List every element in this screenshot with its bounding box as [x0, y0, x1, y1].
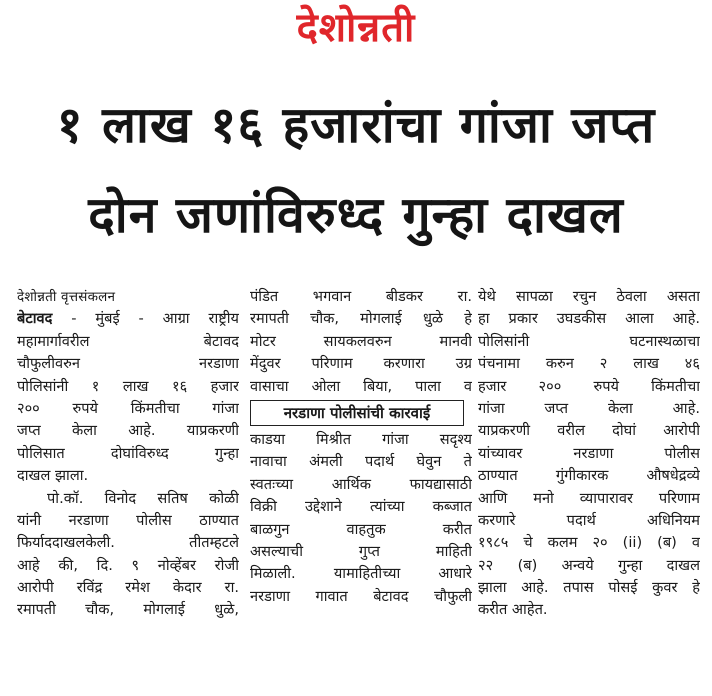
column-line: आणि मनो व्यापारावर परिणाम	[478, 489, 700, 507]
column-line: पोलिसांनी १ लाख १६ हजार	[17, 377, 239, 395]
article-column-2	[250, 286, 472, 608]
column-line: बाळगुन वाहतुक करीत	[250, 520, 472, 538]
column-line: चौफुलीवरुन नरडाणा	[17, 355, 239, 373]
column-line: १९८५ चे कलम २० (ii) (ब) व	[478, 534, 700, 552]
column-line: आरोपी रविंद्र रमेश केदार रा.	[17, 579, 239, 597]
column-line: याप्रकरणी वरील दोघां आरोपी	[478, 422, 700, 440]
column-line: यांच्यावर नरडाणा पोलीस	[478, 444, 700, 462]
column-line-text: - मुंबई - आग्रा राष्ट्रीय	[52, 310, 239, 328]
column-line: आहे की, दि. ९ नोव्हेंबर रोजी	[17, 556, 239, 574]
column-line: स्वतःच्या आर्थिक फायद्यासाठी	[250, 475, 472, 493]
column-line: पो.कॉ. विनोद सतिष कोळी	[47, 489, 239, 507]
column-line: हजार २०० रुपये किंमतीचा	[478, 377, 700, 395]
article-column-3	[478, 286, 700, 622]
column-line: रमापती चौक, मोगलाई धुळे हे	[250, 310, 472, 328]
headline-line-2: दोन जणांविरुध्द गुन्हा दाखल	[88, 186, 624, 244]
dateline: बेटावद	[17, 310, 53, 328]
column-line: पंचनामा करुन २ लाख ४६	[478, 355, 700, 373]
subhead-box: नरडाणा पोलीसांची कारवाई	[250, 400, 464, 426]
column-line: रमापती चौक, मोगलाई धुळे,	[17, 601, 239, 619]
column-line: २२ (ब) अन्वये गुन्हा दाखल	[478, 556, 700, 574]
headline-line-1: १ लाख १६ हजारांचा गांजा जप्त	[56, 96, 656, 154]
column-line: येथे सापळा रचुन ठेवला असता	[478, 288, 700, 305]
column-line: विक्री उद्देशाने त्यांच्या कब्जात	[250, 498, 472, 516]
column-line: २०० रुपये किंमतीचा गांजा	[17, 399, 239, 417]
column-line: पोलिसात दोघांविरुध्द गुन्हा	[17, 444, 239, 462]
column-line: यांनी नरडाणा पोलीस ठाण्यात	[17, 511, 239, 529]
column-line: करीत आहेत.	[478, 601, 548, 619]
column-line: पंडित भगवान बीडकर रा.	[250, 288, 472, 305]
column-line: महामार्गावरील बेटावद	[17, 332, 239, 350]
column-line: गांजा जप्त केला आहे.	[478, 399, 700, 417]
column-line: करणारे पदार्थ अधिनियम	[478, 511, 700, 529]
column-line: नरडाणा गावात बेटावद चौफुली	[250, 587, 472, 605]
column-line: फिर्याददाखलकेली. तीतम्हटले	[17, 534, 239, 552]
column-line: झाला आहे. तपास पोसई कुवर हे	[478, 579, 700, 597]
column-line: मोटर सायकलवरुन मानवी	[250, 332, 472, 350]
column-line	[17, 308, 239, 330]
column-line: वासाचा ओला बिया, पाला व	[250, 377, 472, 395]
column-line: मेंदुवर परिणाम करणारा उग्र	[250, 355, 472, 373]
column-line: दाखल झाला.	[17, 467, 89, 485]
column-line: हा प्रकार उघडकीस आला आहे.	[478, 310, 700, 328]
column-line: काडया मिश्रीत गांजा सदृश्य	[250, 430, 472, 448]
column-line: ठाण्यात गुंगीकारक औषधेद्रव्ये	[478, 467, 700, 485]
column-line: मिळाली. यामाहितीच्या आधारे	[250, 565, 472, 583]
column-line: नावाचा अंमली पदार्थ घेवुन ते	[250, 453, 472, 471]
newspaper-masthead: देशोन्नती	[296, 5, 416, 51]
column-line: पोलिसांनी घटनास्थळाचा	[478, 332, 700, 350]
article-column-1	[17, 286, 239, 622]
column-line: असल्याची गुप्त माहिती	[250, 542, 472, 560]
column-line: जप्त केला आहे. याप्रकरणी	[17, 422, 239, 440]
byline: देशोन्नती वृत्तसंकलन	[17, 289, 116, 305]
